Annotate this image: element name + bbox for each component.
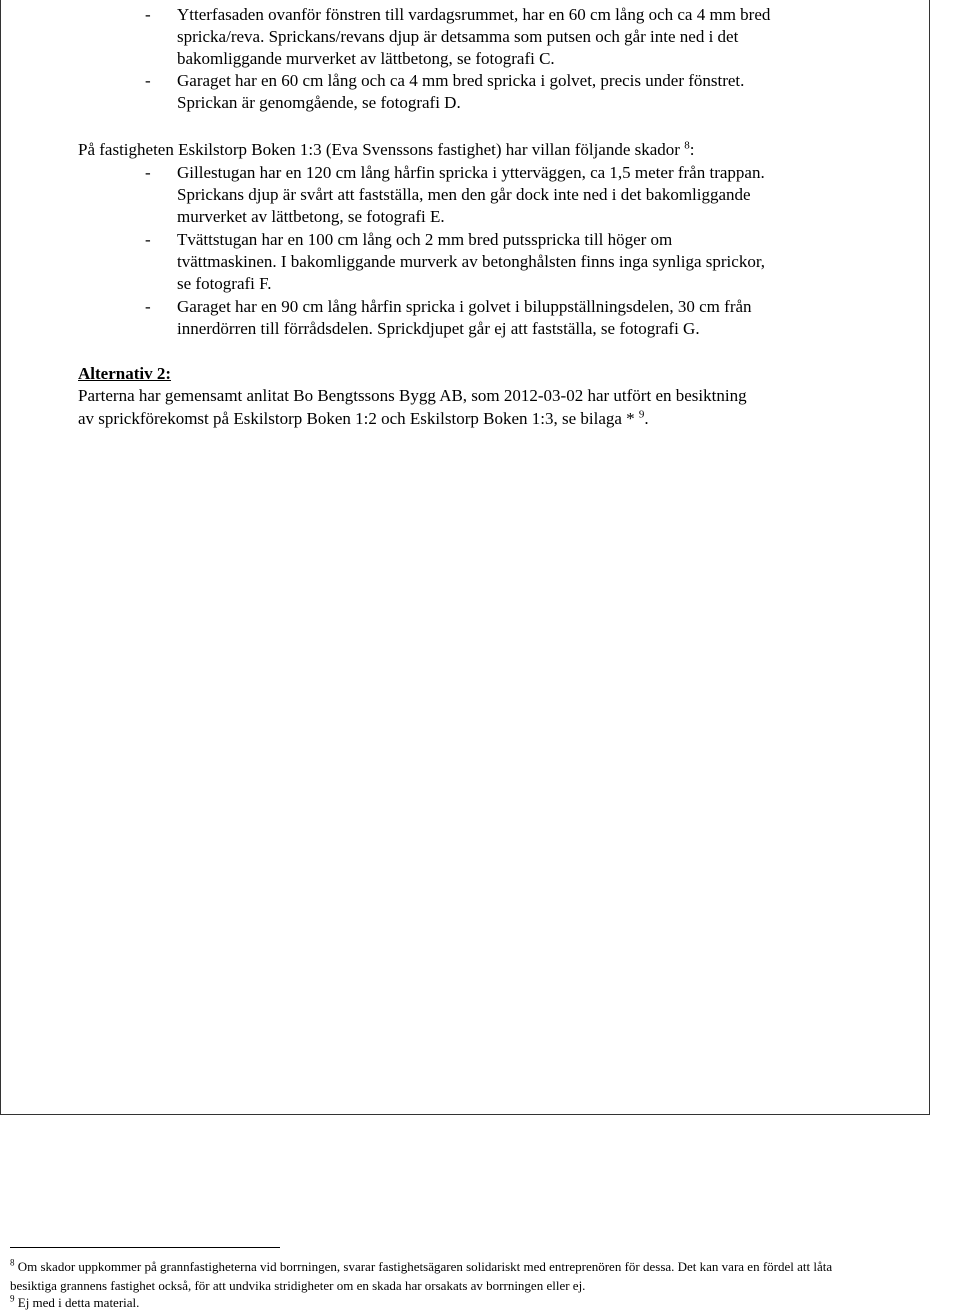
footnote-ref-8: 8 (684, 139, 690, 152)
paragraph-text: av sprickförekomst på Eskilstorp Boken 1:2 och Eskilstorp Boken 1:3, se bilaga * (78, 409, 635, 428)
list-bullet: - (145, 5, 151, 24)
list-bullet: - (145, 297, 151, 316)
list-item-line: Ytterfasaden ovanför fönstren till vardagsrummet, har en 60 cm lång och ca 4 mm bred (177, 5, 771, 24)
list-item-line: Garaget har en 90 cm lång hårfin spricka i golvet i biluppställningsdelen, 30 cm från (177, 297, 752, 316)
list-bullet: - (145, 230, 151, 249)
paragraph-end: . (644, 409, 649, 428)
list-item-line: Gillestugan har en 120 cm lång hårfin spricka i ytterväggen, ca 1,5 meter från trappan. (177, 163, 765, 182)
list-item-line: innerdörren till förrådsdelen. Sprickdjupet går ej att fastställa, se fotografi G. (177, 319, 700, 338)
paragraph-line: Parterna har gemensamt anlitat Bo Bengtssons Bygg AB, som 2012-03-02 har utfört en besiktning (78, 386, 747, 405)
footnote-separator (10, 1247, 280, 1248)
footnote-9-line (10, 1294, 139, 1311)
footnote-8-line: besiktiga grannens fastighet också, för att undvika stridigheter om en skada har orsakats av borrningen eller ej. (10, 1278, 586, 1293)
footnote-ref-9: 9 (638, 408, 645, 421)
section-heading: Alternativ 2: (78, 364, 172, 383)
intro-text: På fastigheten Eskilstorp Boken 1:3 (Eva Svenssons fastighet) har villan följande skador (78, 140, 680, 159)
list-item-line: Garaget har en 60 cm lång och ca 4 mm bred spricka i golvet, precis under fönstret. (177, 71, 745, 90)
list-item-line: murverket av lättbetong, se fotografi E. (177, 207, 445, 226)
footnote-number: 8 (10, 1257, 15, 1268)
list-item-line: Tvättstugan har en 100 cm lång och 2 mm bred putsspricka till höger om (177, 230, 673, 249)
section-intro (78, 139, 694, 161)
footnote-text: Om skador uppkommer på grannfastigheterna vid borrningen, svarar fastighetsägaren solidariskt med entreprenören för dessa. Det kan vara en fördel att låta (17, 1259, 833, 1274)
intro-end: : (689, 140, 695, 159)
list-item-line: Sprickans djup är svårt att fastställa, men den går dock inte ned i det bakomliggande (177, 185, 751, 204)
list-item-line: Sprickan är genomgående, se fotografi D. (177, 93, 461, 112)
paragraph-line (78, 408, 649, 430)
footnote-number: 9 (10, 1293, 15, 1304)
list-item-line: se fotografi F. (177, 274, 272, 293)
list-bullet: - (145, 163, 151, 182)
list-bullet: - (145, 71, 151, 90)
footnote-text: Ej med i detta material. (17, 1295, 140, 1310)
list-item-line: bakomliggande murverket av lättbetong, se fotografi C. (177, 49, 555, 68)
footnote-8-line (10, 1258, 832, 1275)
list-item-line: tvättmaskinen. I bakomliggande murverk av betonghålsten finns inga synliga sprickor, (177, 252, 766, 271)
list-item-line: spricka/reva. Sprickans/revans djup är detsamma som putsen och går inte ned i det (177, 27, 739, 46)
